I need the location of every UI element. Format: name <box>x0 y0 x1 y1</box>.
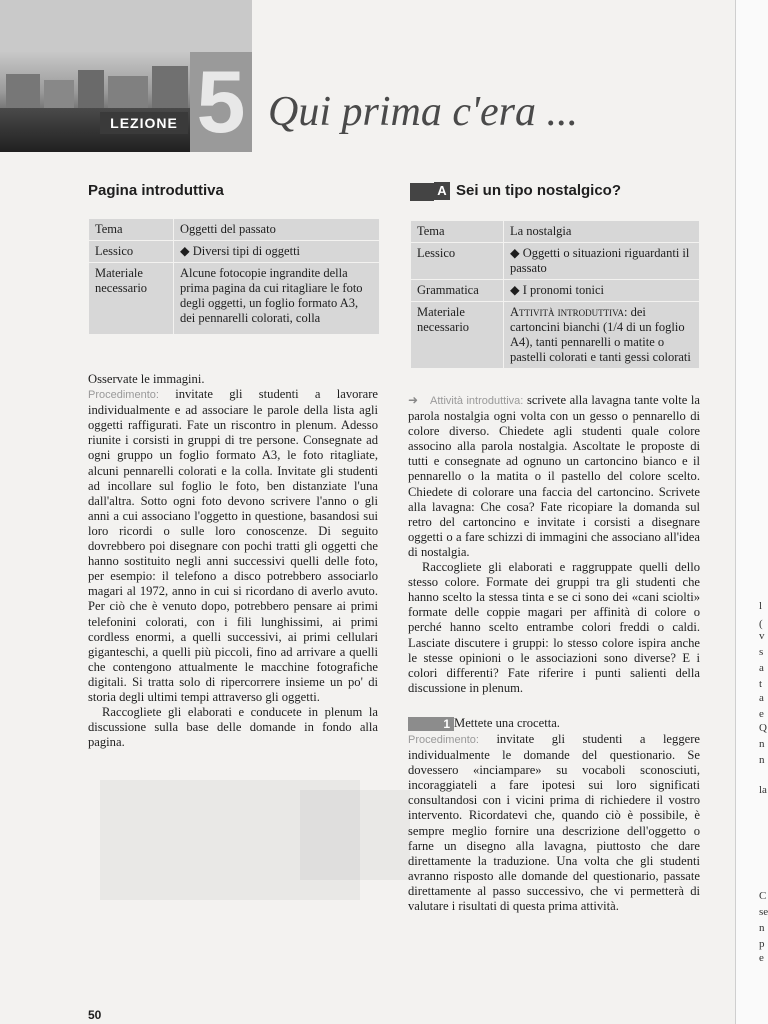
edge-glyph: t <box>759 678 763 690</box>
edge-glyph: a <box>759 692 764 704</box>
edge-glyph: n <box>759 922 765 934</box>
edge-glyph: Q <box>759 722 767 734</box>
closing-paragraph: Raccogliete gli elaborati e conducete in plenum la discussione sulla base delle domande in fondo alla pagina. <box>88 705 378 750</box>
edge-glyph: C <box>759 890 767 902</box>
right-heading <box>434 182 621 200</box>
exercise-text: invitate gli studenti a leggere individualmente le domande del questionario. Se dovessero «inciampare» su vocaboli sconosciuti, incoraggiateli a fare ipotesi sui loro significati consultandosi con i vicini prima di richiedere il vostro intervento. Ricordatevi che, quando ciò è possibile, è sempre meglio fornire una descrizione dell'oggetto o farne un disegno alla lavagna, piuttosto che dare direttamente la traduzione. Una volta che gli studenti avranno risposto alle domande del questionario, passate direttamente al passo successivo, che vi permetterà di valutare i risultati di questa prima attività. <box>408 732 700 914</box>
table-value: ◆ Diversi tipi di oggetti <box>174 241 380 263</box>
activity-label: Attività introduttiva: <box>430 395 524 407</box>
procedure-paragraph <box>88 387 378 705</box>
table-value-text: dei cartoncini bianchi (1/4 di un foglio A4), tanti pennarelli o matite o pastelli colorati e tanti gessi colorati <box>510 305 691 364</box>
table-row <box>89 219 380 241</box>
edge-glyph: s <box>759 646 764 658</box>
edge-glyph: e <box>759 708 764 720</box>
activity-paragraph <box>408 393 700 560</box>
edge-glyph: n <box>759 754 765 766</box>
edge-glyph: p <box>759 938 765 950</box>
table-key: Materiale necessario <box>411 302 504 369</box>
table-row <box>89 241 380 263</box>
table-key: Lessico <box>411 243 504 280</box>
table-key: Tema <box>89 219 174 241</box>
table-value: Oggetti del passato <box>174 219 380 241</box>
edge-glyph: e <box>759 952 764 964</box>
edge-glyph: ( <box>759 618 763 630</box>
table-value-prefix: Attività introduttiva: <box>510 305 628 319</box>
page-number: 50 <box>88 1008 102 1022</box>
edge-glyph: se <box>759 906 768 918</box>
table-key: Grammatica <box>411 280 504 302</box>
exercise-number: 1 <box>408 717 454 731</box>
exercise-proc-label: Procedimento: <box>408 734 479 746</box>
section-badge: A <box>434 182 450 200</box>
table-row <box>411 302 700 369</box>
intro-line: Osservate le immagini. <box>88 372 205 386</box>
table-row <box>411 221 700 243</box>
section-bar <box>410 183 434 201</box>
left-body <box>88 372 378 750</box>
right-body <box>408 393 700 696</box>
edge-glyph: n <box>759 738 765 750</box>
table-value: La nostalgia <box>504 221 700 243</box>
exercise-body <box>408 732 700 914</box>
procedure-label: Procedimento: <box>88 389 159 402</box>
arrow-icon: ➜ <box>408 393 419 407</box>
header-band <box>0 0 252 52</box>
lesson-number: 5 <box>190 52 252 152</box>
left-heading: Pagina introduttiva <box>88 182 224 199</box>
table-key: Tema <box>411 221 504 243</box>
right-info-table <box>410 220 700 369</box>
table-key: Materiale necessario <box>89 263 174 335</box>
edge-glyph: la <box>759 784 767 796</box>
facing-page-edge <box>735 0 768 1024</box>
table-row <box>411 280 700 302</box>
section-title: Sei un tipo nostalgico? <box>456 182 621 199</box>
table-key: Lessico <box>89 241 174 263</box>
lesson-label: LEZIONE <box>100 112 188 134</box>
table-row <box>89 263 380 335</box>
edge-glyph: l <box>759 600 763 612</box>
table-row <box>411 243 700 280</box>
table-value: ◆ Oggetti o situazioni riguardanti il passato <box>504 243 700 280</box>
edge-glyph: a <box>759 662 764 674</box>
edge-glyph: v <box>759 630 765 642</box>
exercise-title: Mettete una crocetta. <box>454 716 560 730</box>
table-value: Alcune fotocopie ingrandite della prima pagina da cui ritagliare le foto degli oggetti, un foglio formato A3, dei pennarelli colorati, colla <box>174 263 380 335</box>
left-info-table <box>88 218 380 335</box>
page-title: Qui prima c'era ... <box>268 89 578 135</box>
activity-text: scrivete alla lavagna tante volte la parola nostalgia ogni volta con un gesso o pennarello di colore diverso. Chiedete agli studenti quale colore associno alla parola nostalgia. Ascoltate le proposte di tutti e consegnate ad ognuno un cartoncino bianco e il pennarello o la matita o il pastello del colore scelto. Chiedete di colorare una faccia del cartoncino. Scrivete alla lavagna: Che cosa? Fate ricopiare la domanda sul retro del cartoncino e invitate i corsisti a disegnare oggetti o a fare schizzi di immagini che associano all'idea di nostalgia. <box>408 393 701 559</box>
table-value: ◆ I pronomi tonici <box>504 280 700 302</box>
activity-paragraph-2: Raccogliete gli elaborati e raggruppate quelli dello stesso colore. Formate dei gruppi tra gli studenti che hanno scelto la stessa tinta e se ci sono dei «cani sciolti» formate delle coppie magari per affinità di colore o perché hanno scelto entrambe colori freddi o caldi. Lasciate discutere i gruppi: lo stesso colore ispira anche le stesse opinioni o le associazioni sono diverse? E i colori differenti? Fate riferire i punti salienti della discussione in plenum. <box>408 560 700 695</box>
procedure-text: invitate gli studenti a lavorare individualmente e ad associare le parole della lista agli oggetti raffigurati. Fate un riscontro in plenum. Adesso riunite i corsisti in gruppi di tre persone. Consegnate ad ogni gruppo un foglio formato A3, le foto ritagliate, alcuni pennarelli colorati e la colla. Invitate gli studenti ad incollare sul foglio le foto, ben distanziate l'una dall'altra. Sotto ogni foto devono scrivere l'anno o gli anni a cui associano l'oggetto in questione, basandosi sui loro ricordi o sulle loro conoscenze. Di seguito dovrebbero poi disegnare con pochi tratti gli oggetti che hanno sostituito negli anni successivi quelli delle foto, per esempio: il telefono a disco potrebbero associarlo magari al 1972, anno in cui si ricordano di averlo avuto. Per ciò che è venuto dopo, potrebbero pensare ai primi telefonini colorati, con i fili lunghissimi, ai primi cordless enormi, a quelli successivi, ai primi cellulari giganteschi, a quelli più piccoli, fino ad arrivare a quelli che contengono attualmente le macchine fotografiche digitali. Si tratta solo di ripercorrere insieme un po' di storia degli ultimi tempi attraverso gli oggetti. <box>88 387 379 704</box>
table-value <box>504 302 700 369</box>
canal-photo <box>0 52 190 152</box>
